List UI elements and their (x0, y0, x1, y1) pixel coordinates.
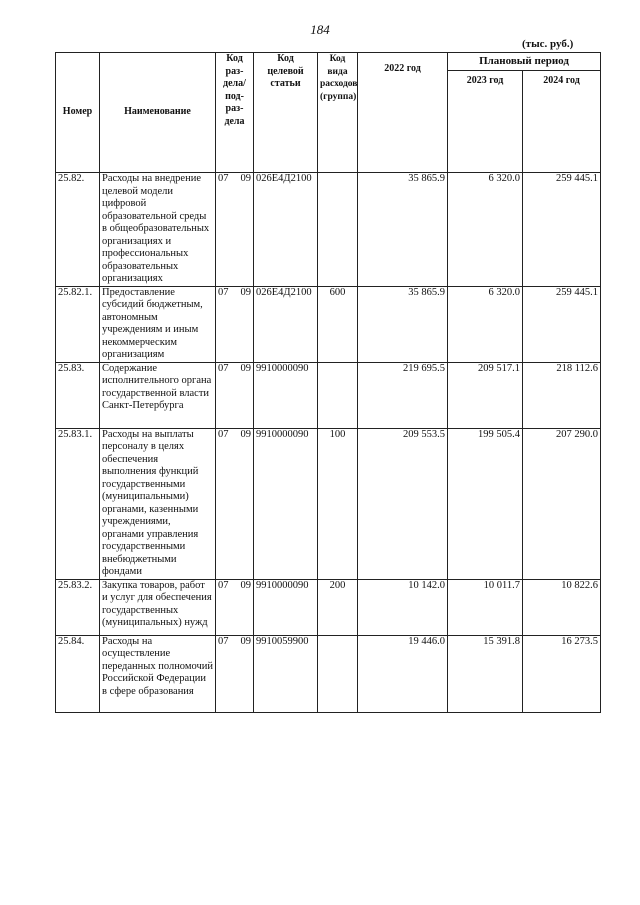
header-target-code-line: Код (277, 53, 294, 64)
table-row (56, 428, 601, 579)
row-section-code (216, 579, 254, 635)
row-target-code: 026Е4Д2100 (254, 173, 318, 287)
row-target-code: 9910000090 (254, 362, 318, 428)
row-value-2023: 6 320.0 (448, 173, 523, 287)
header-section-code-line: раз- (225, 65, 244, 77)
row-section-code (216, 173, 254, 287)
units-label: (тыс. руб.) (522, 38, 574, 50)
row-subsection: 09 (240, 635, 251, 647)
row-expense-type: 600 (318, 286, 358, 362)
row-number: 25.83.2. (56, 579, 100, 635)
row-expense-type (318, 362, 358, 428)
header-year-2022: 2022 год (358, 53, 448, 173)
row-name: Расходы на осуществление переданных полномочий Российской Федерации в сфере образования (100, 635, 216, 712)
row-number: 25.82. (56, 173, 100, 287)
table-row (56, 579, 601, 635)
row-target-code: 9910000090 (254, 428, 318, 579)
row-section: 07 (218, 579, 229, 591)
header-number: Номер (56, 53, 100, 173)
header-section-code-line: дела (224, 115, 245, 127)
row-name: Расходы на выплаты персоналу в целях обеспечения выполнения функций государственными (муниципальными) органами, казенными учреждениями, органами управления государственными внебюджетными фондами (100, 428, 216, 579)
page-number: 184 (310, 22, 330, 37)
header-expense-type-line: Код (329, 54, 346, 64)
budget-table (55, 52, 601, 713)
row-section-code (216, 286, 254, 362)
table-row (56, 635, 601, 712)
header-target-code (254, 53, 318, 173)
header-section-code-line: дела/ (223, 78, 246, 89)
row-value-2022: 35 865.9 (358, 173, 448, 287)
row-value-2023: 6 320.0 (448, 286, 523, 362)
row-name: Закупка товаров, работ и услуг для обеспечения государственных (муниципальных) нужд (100, 579, 216, 635)
header-section-code-line: раз- (225, 103, 244, 114)
row-section: 07 (218, 173, 229, 184)
header-expense-type-line: (группа) (320, 91, 357, 102)
header-planning-period: Плановый период (448, 53, 601, 71)
header-target-code-line: целевой (267, 65, 304, 77)
row-expense-type (318, 635, 358, 712)
row-section-code (216, 428, 254, 579)
row-name: Расходы на внедрение целевой модели цифровой образовательной среды в общеобразовательных организациях и профессиональных образовательных организациях (100, 173, 216, 287)
row-section-code (216, 362, 254, 428)
row-target-code: 026Е4Д2100 (254, 286, 318, 362)
row-expense-type: 100 (318, 428, 358, 579)
row-value-2024: 259 445.1 (523, 286, 601, 362)
row-number: 25.83.1. (56, 428, 100, 579)
row-number: 25.83. (56, 362, 100, 428)
table-row (56, 286, 601, 362)
row-value-2022: 10 142.0 (358, 579, 448, 635)
header-target-code-line: статьи (270, 78, 301, 89)
table-row (56, 362, 601, 428)
header-section-code (216, 53, 254, 173)
row-value-2022: 35 865.9 (358, 286, 448, 362)
row-subsection: 09 (240, 286, 251, 298)
row-target-code: 9910000090 (254, 579, 318, 635)
row-subsection: 09 (240, 428, 251, 440)
row-value-2023: 15 391.8 (448, 635, 523, 712)
row-expense-type (318, 173, 358, 287)
table-header (56, 53, 601, 173)
row-expense-type: 200 (318, 579, 358, 635)
row-name: Предоставление субсидий бюджетным, автономным учреждениям и иным некоммерческим организациям (100, 286, 216, 362)
row-value-2024: 10 822.6 (523, 579, 601, 635)
header-expense-type-line: расходов (320, 79, 358, 89)
row-value-2022: 19 446.0 (358, 635, 448, 712)
row-value-2022: 219 695.5 (358, 362, 448, 428)
table-row (56, 173, 601, 287)
header-section-code-line: Код (226, 53, 243, 64)
row-subsection: 09 (240, 173, 251, 184)
row-value-2024: 218 112.6 (523, 362, 601, 428)
header-section-code-line: под- (225, 90, 244, 102)
row-value-2023: 10 011.7 (448, 579, 523, 635)
row-value-2024: 259 445.1 (523, 173, 601, 287)
row-number: 25.84. (56, 635, 100, 712)
row-value-2023: 209 517.1 (448, 362, 523, 428)
row-name: Содержание исполнительного органа государственной власти Санкт-Петербурга (100, 362, 216, 428)
row-section: 07 (218, 286, 229, 298)
row-value-2022: 209 553.5 (358, 428, 448, 579)
header-expense-type-line: вида (327, 66, 348, 77)
row-value-2023: 199 505.4 (448, 428, 523, 579)
header-expense-type (318, 53, 358, 173)
row-section: 07 (218, 428, 229, 440)
header-year-2024: 2024 год (523, 71, 601, 173)
row-section: 07 (218, 362, 229, 374)
row-number: 25.82.1. (56, 286, 100, 362)
row-section-code (216, 635, 254, 712)
row-subsection: 09 (240, 579, 251, 591)
header-year-2023: 2023 год (448, 71, 523, 173)
row-target-code: 9910059900 (254, 635, 318, 712)
row-subsection: 09 (240, 362, 251, 374)
row-value-2024: 16 273.5 (523, 635, 601, 712)
header-name: Наименование (100, 53, 216, 173)
row-section: 07 (218, 635, 229, 647)
row-value-2024: 207 290.0 (523, 428, 601, 579)
